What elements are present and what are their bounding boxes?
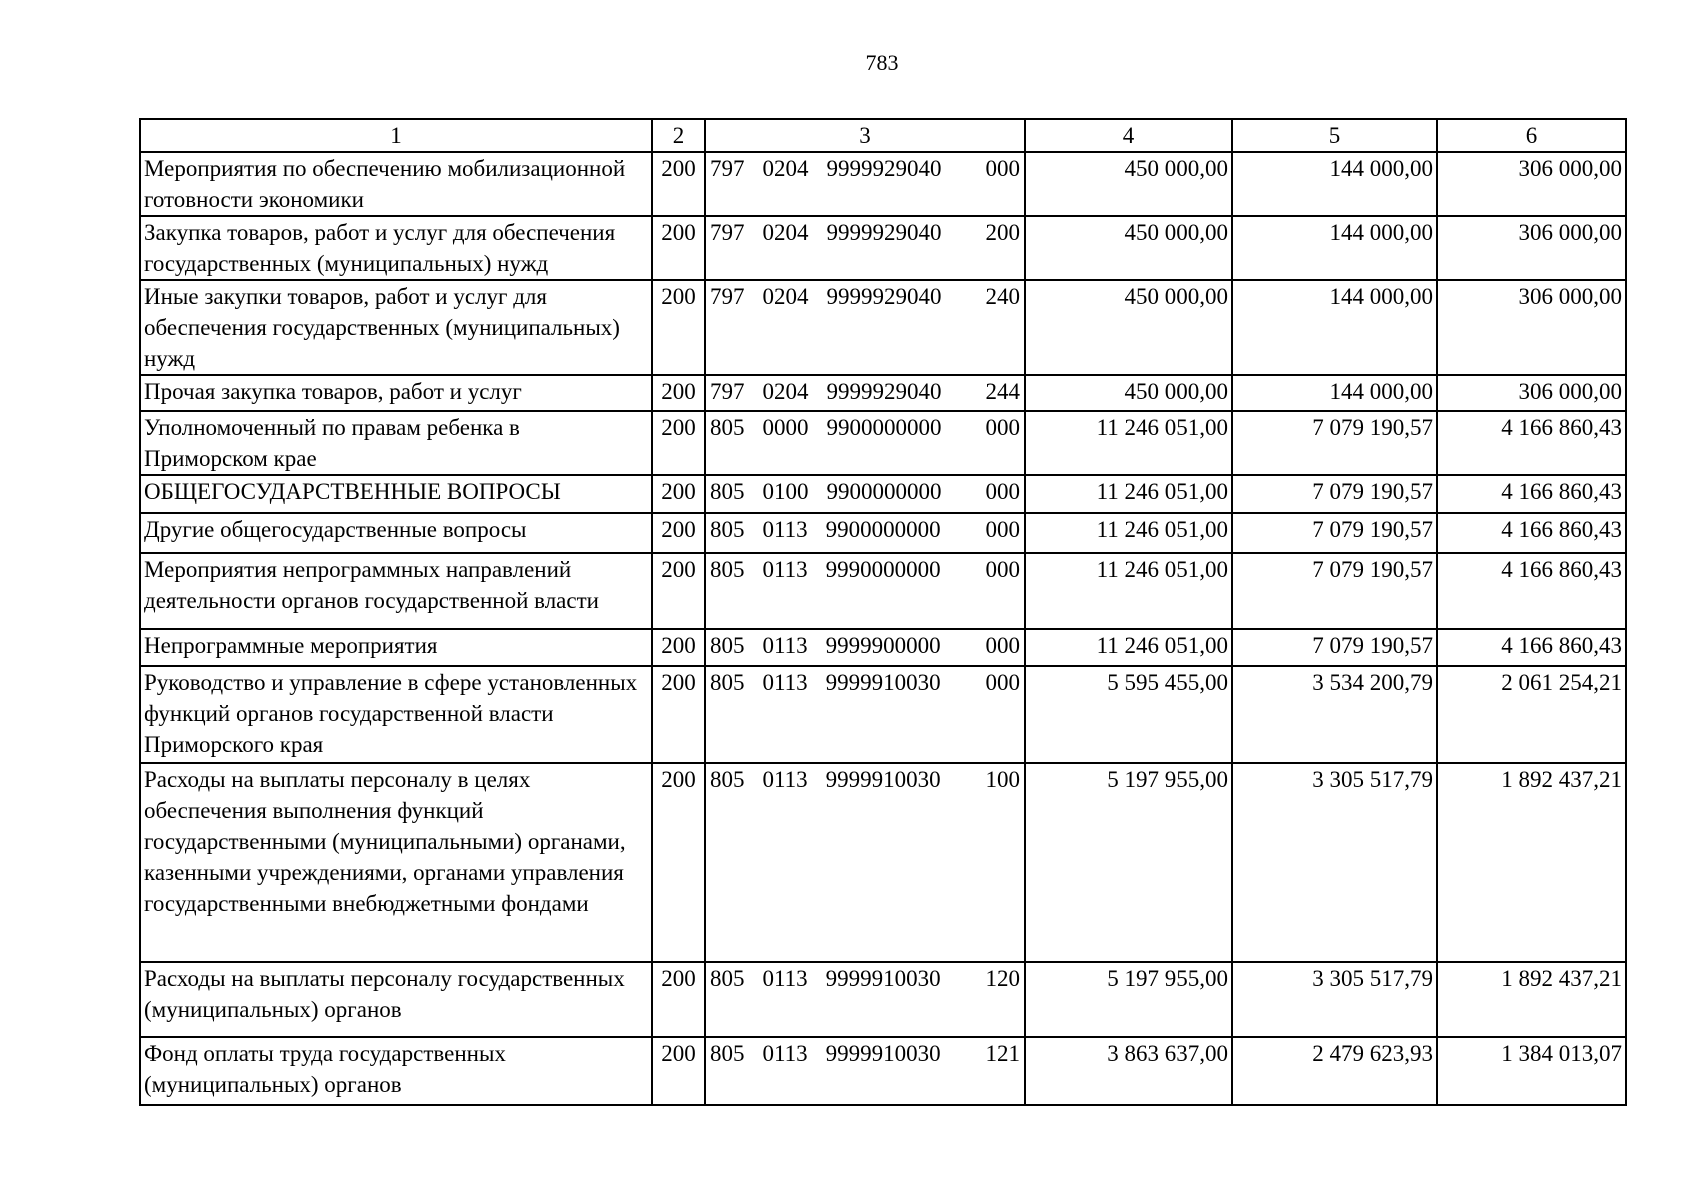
row-code-col3 [705, 375, 1025, 411]
row-amount-col4: 5 197 955,00 [1025, 763, 1232, 962]
row-code-col3 [705, 763, 1025, 962]
row-amount-col5: 144 000,00 [1232, 375, 1437, 411]
row-amount-col6: 306 000,00 [1437, 216, 1626, 280]
row-code-col3 [705, 629, 1025, 666]
code-part: 0000 [762, 415, 809, 440]
row-name: Другие общегосударственные вопросы [140, 513, 652, 553]
code-part: 000 [985, 670, 1020, 695]
row-amount-col5: 7 079 190,57 [1232, 513, 1437, 553]
row-amount-col4: 5 595 455,00 [1025, 666, 1232, 763]
row-name: Руководство и управление в сфере установленных функций органов государственной власти Приморского края [140, 666, 652, 763]
row-name: Мероприятия непрограммных направлений деятельности органов государственной власти [140, 553, 652, 629]
code-part: 0113 [762, 670, 808, 695]
row-amount-col5: 144 000,00 [1232, 280, 1437, 375]
code-part: 797 [710, 284, 745, 309]
row-name: Закупка товаров, работ и услуг для обеспечения государственных (муниципальных) нужд [140, 216, 652, 280]
row-name: Уполномоченный по правам ребенка в Приморском крае [140, 411, 652, 475]
row-name: Мероприятия по обеспечению мобилизационной готовности экономики [140, 152, 652, 216]
row-amount-col6: 1 892 437,21 [1437, 962, 1626, 1037]
row-code-col3 [705, 280, 1025, 375]
table-row [140, 513, 1626, 553]
row-amount-col4: 450 000,00 [1025, 375, 1232, 411]
table-row [140, 475, 1626, 513]
row-code-col3 [705, 411, 1025, 475]
code-part: 805 [710, 767, 745, 792]
header-cell: 1 [140, 119, 652, 152]
row-code-col2: 200 [652, 411, 705, 475]
table-row [140, 629, 1626, 666]
code-part: 805 [710, 479, 745, 504]
code-part: 805 [710, 415, 745, 440]
code-part: 0204 [762, 156, 809, 181]
row-code-col3 [705, 962, 1025, 1037]
table-row [140, 375, 1626, 411]
row-code-col3 [705, 475, 1025, 513]
row-code-col3 [705, 1037, 1025, 1105]
code-part: 0113 [762, 633, 808, 658]
table-row [140, 411, 1626, 475]
code-part: 805 [710, 633, 745, 658]
row-amount-col4: 450 000,00 [1025, 216, 1232, 280]
row-amount-col4: 3 863 637,00 [1025, 1037, 1232, 1105]
header-cell: 4 [1025, 119, 1232, 152]
row-code-col3 [705, 553, 1025, 629]
row-amount-col5: 7 079 190,57 [1232, 553, 1437, 629]
row-code-col2: 200 [652, 216, 705, 280]
row-name: Расходы на выплаты персоналу в целях обеспечения выполнения функций государственными (муниципальными) органами, казенными учреждениями, органами управления государственными внебюджетными фондами [140, 763, 652, 962]
code-part: 0113 [762, 1041, 808, 1066]
code-part: 240 [985, 284, 1020, 309]
row-amount-col4: 450 000,00 [1025, 280, 1232, 375]
row-amount-col5: 7 079 190,57 [1232, 629, 1437, 666]
header-cell: 6 [1437, 119, 1626, 152]
row-amount-col6: 306 000,00 [1437, 280, 1626, 375]
row-amount-col6: 1 384 013,07 [1437, 1037, 1626, 1105]
row-amount-col4: 11 246 051,00 [1025, 513, 1232, 553]
table-row [140, 666, 1626, 763]
row-amount-col5: 3 534 200,79 [1232, 666, 1437, 763]
row-code-col3 [705, 666, 1025, 763]
row-code-col2: 200 [652, 1037, 705, 1105]
row-code-col3 [705, 513, 1025, 553]
row-amount-col5: 144 000,00 [1232, 152, 1437, 216]
code-part: 0113 [762, 767, 808, 792]
row-name: Иные закупки товаров, работ и услуг для обеспечения государственных (муниципальных) нужд [140, 280, 652, 375]
row-code-col2: 200 [652, 629, 705, 666]
code-part: 9900000000 [826, 415, 942, 440]
row-name: Непрограммные мероприятия [140, 629, 652, 666]
header-cell: 5 [1232, 119, 1437, 152]
code-part: 805 [710, 517, 745, 542]
row-name: Прочая закупка товаров, работ и услуг [140, 375, 652, 411]
code-part: 000 [985, 557, 1020, 582]
row-amount-col5: 3 305 517,79 [1232, 763, 1437, 962]
row-name: Расходы на выплаты персоналу государственных (муниципальных) органов [140, 962, 652, 1037]
row-amount-col4: 11 246 051,00 [1025, 629, 1232, 666]
code-part: 200 [985, 220, 1020, 245]
code-part: 9999929040 [826, 156, 942, 181]
row-amount-col6: 306 000,00 [1437, 152, 1626, 216]
row-name: ОБЩЕГОСУДАРСТВЕННЫЕ ВОПРОСЫ [140, 475, 652, 513]
code-part: 805 [710, 557, 745, 582]
table-row [140, 763, 1626, 962]
row-amount-col6: 306 000,00 [1437, 375, 1626, 411]
header-cell: 3 [705, 119, 1025, 152]
row-amount-col4: 450 000,00 [1025, 152, 1232, 216]
code-part: 000 [985, 633, 1020, 658]
code-part: 805 [710, 670, 745, 695]
code-part: 000 [985, 156, 1020, 181]
row-amount-col5: 7 079 190,57 [1232, 475, 1437, 513]
code-part: 9990000000 [825, 557, 941, 582]
code-part: 9999910030 [825, 767, 941, 792]
row-amount-col5: 7 079 190,57 [1232, 411, 1437, 475]
row-amount-col6: 2 061 254,21 [1437, 666, 1626, 763]
code-part: 100 [985, 767, 1020, 792]
code-part: 9999910030 [825, 670, 941, 695]
row-code-col2: 200 [652, 553, 705, 629]
row-amount-col6: 4 166 860,43 [1437, 513, 1626, 553]
row-code-col2: 200 [652, 152, 705, 216]
row-code-col3 [705, 152, 1025, 216]
row-amount-col6: 4 166 860,43 [1437, 475, 1626, 513]
table-row [140, 553, 1626, 629]
code-part: 9999929040 [826, 220, 942, 245]
page-number [0, 50, 1696, 76]
row-amount-col4: 11 246 051,00 [1025, 553, 1232, 629]
row-code-col2: 200 [652, 375, 705, 411]
code-part: 0113 [762, 517, 808, 542]
row-amount-col4: 11 246 051,00 [1025, 475, 1232, 513]
code-part: 0204 [762, 379, 809, 404]
code-part: 0100 [762, 479, 809, 504]
code-part: 805 [710, 966, 745, 991]
budget-table [139, 118, 1627, 1106]
table-row [140, 1037, 1626, 1105]
code-part: 797 [710, 220, 745, 245]
row-code-col2: 200 [652, 666, 705, 763]
header-cell: 2 [652, 119, 705, 152]
row-code-col3 [705, 216, 1025, 280]
code-part: 9900000000 [826, 479, 942, 504]
code-part: 000 [985, 517, 1020, 542]
code-part: 0113 [762, 557, 808, 582]
code-part: 9999900000 [825, 633, 941, 658]
row-amount-col6: 4 166 860,43 [1437, 629, 1626, 666]
code-part: 244 [985, 379, 1020, 404]
code-part: 000 [985, 415, 1020, 440]
table-row [140, 962, 1626, 1037]
code-part: 0113 [762, 966, 808, 991]
code-part: 120 [985, 966, 1020, 991]
page-number-text: 783 [865, 50, 899, 75]
row-name: Фонд оплаты труда государственных (муниципальных) органов [140, 1037, 652, 1105]
row-amount-col5: 3 305 517,79 [1232, 962, 1437, 1037]
row-amount-col5: 2 479 623,93 [1232, 1037, 1437, 1105]
row-code-col2: 200 [652, 962, 705, 1037]
code-part: 121 [985, 1041, 1020, 1066]
code-part: 797 [710, 379, 745, 404]
code-part: 0204 [762, 220, 809, 245]
row-amount-col6: 4 166 860,43 [1437, 411, 1626, 475]
code-part: 0204 [762, 284, 809, 309]
row-amount-col4: 5 197 955,00 [1025, 962, 1232, 1037]
code-part: 797 [710, 156, 745, 181]
code-part: 9999929040 [826, 379, 942, 404]
code-part: 9900000000 [825, 517, 941, 542]
header-row [140, 119, 1626, 152]
row-code-col2: 200 [652, 763, 705, 962]
code-part: 805 [710, 1041, 745, 1066]
row-code-col2: 200 [652, 280, 705, 375]
table-row [140, 216, 1626, 280]
code-part: 9999910030 [825, 966, 941, 991]
code-part: 000 [985, 479, 1020, 504]
row-code-col2: 200 [652, 513, 705, 553]
row-amount-col5: 144 000,00 [1232, 216, 1437, 280]
code-part: 9999910030 [825, 1041, 941, 1066]
row-amount-col6: 4 166 860,43 [1437, 553, 1626, 629]
row-amount-col4: 11 246 051,00 [1025, 411, 1232, 475]
row-amount-col6: 1 892 437,21 [1437, 763, 1626, 962]
table-row [140, 152, 1626, 216]
table-row [140, 280, 1626, 375]
code-part: 9999929040 [826, 284, 942, 309]
row-code-col2: 200 [652, 475, 705, 513]
